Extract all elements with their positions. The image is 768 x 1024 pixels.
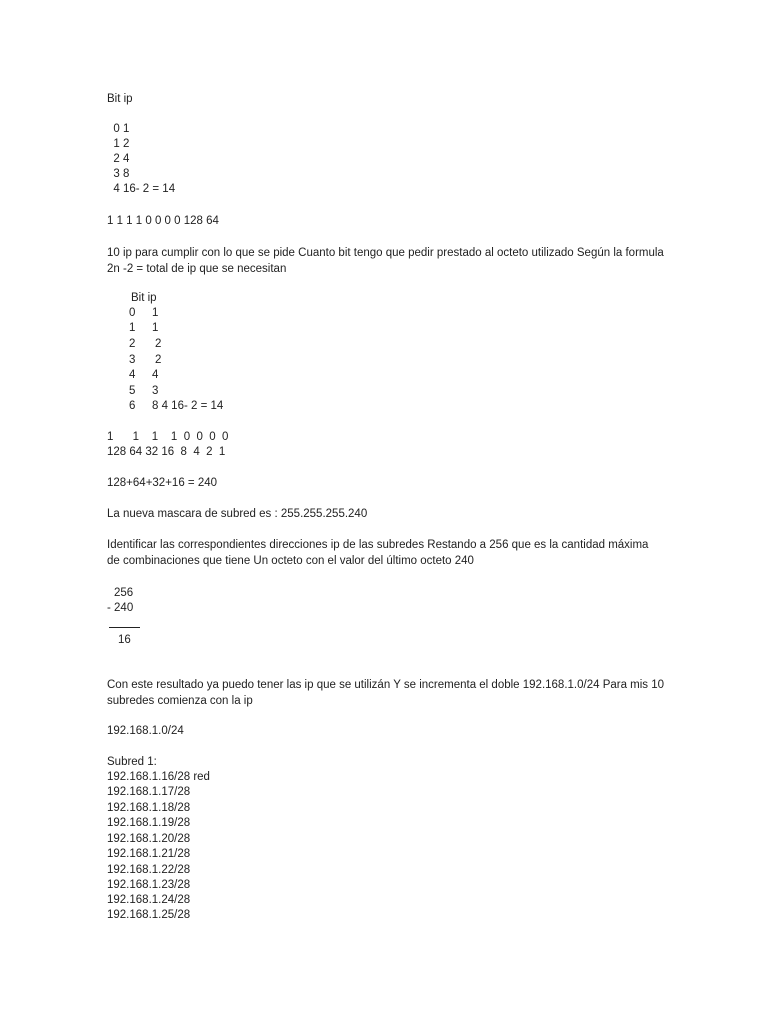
table2-ip-cell: 2	[155, 354, 162, 366]
table1-row: 4 16- 2 = 14	[107, 183, 176, 195]
table2-ip-cell: 2	[155, 338, 162, 350]
heading-bit-ip: Bit ip	[107, 93, 133, 105]
table2-ip-cell: 3	[152, 385, 159, 397]
table2-header: Bit ip	[131, 292, 157, 304]
subnet-ip: 192.168.1.24/28	[107, 894, 191, 906]
table2-bit-cell: 6	[129, 400, 136, 412]
weights-row: 128 64 32 16 8 4 2 1	[107, 446, 226, 458]
subnet-title: Subred 1:	[107, 756, 157, 768]
subnet-ip: 192.168.1.17/28	[107, 786, 191, 798]
table1-row: 3 8	[107, 168, 130, 180]
table2-bit-cell: 0	[129, 307, 136, 319]
table2-bit-cell: 4	[129, 369, 136, 381]
bits-row: 1 1 1 1 0 0 0 0	[107, 431, 229, 443]
table2-ip-cell: 1	[152, 322, 159, 334]
subnet-ip: 192.168.1.25/28	[107, 909, 191, 921]
table2-bit-cell: 2	[129, 338, 136, 350]
table2-ip-cell: 1	[152, 307, 159, 319]
table1-row: 0 1	[107, 123, 130, 135]
subtraction-result: 16	[118, 634, 131, 646]
subtraction-minuend: 256	[114, 587, 134, 599]
subtraction-subtrahend: - 240	[107, 602, 134, 614]
table1-row: 2 4	[107, 153, 130, 165]
subnet-ip: 192.168.1.20/28	[107, 833, 191, 845]
subnet-ip: 192.168.1.23/28	[107, 879, 191, 891]
subnet-ip: 192.168.1.16/28 red	[107, 771, 210, 783]
table2-bit-cell: 1	[129, 322, 136, 334]
subnet-ip: 192.168.1.18/28	[107, 802, 191, 814]
subnet-ip: 192.168.1.21/28	[107, 848, 191, 860]
subnet-ip: 192.168.1.22/28	[107, 864, 191, 876]
table2-bit-cell: 5	[129, 385, 136, 397]
paragraph-formula: 10 ip para cumplir con lo que se pide Cuanto bit tengo que pedir prestado al octeto utilizado Según la formula 2n -2 = total de ip que se necesitan	[107, 247, 664, 275]
table2-ip-cell: 4	[152, 369, 159, 381]
subtraction-rule	[109, 627, 140, 628]
sum-line: 128+64+32+16 = 240	[107, 477, 218, 489]
base-ip: 192.168.1.0/24	[107, 725, 184, 737]
table2-ip-cell: 8 4 16- 2 = 14	[152, 400, 224, 412]
mask-line: La nueva mascara de subred es : 255.255.255.240	[107, 508, 368, 520]
bits-row: 1 1 1 1 0 0 0 0 128 64	[107, 215, 219, 227]
table1-row: 1 2	[107, 138, 130, 150]
subnet-ip: 192.168.1.19/28	[107, 817, 191, 829]
table2-bit-cell: 3	[129, 354, 136, 366]
paragraph-identificar: Identificar las correspondientes direcciones ip de las subredes Restando a 256 que es la cantidad máxima de combinaciones que tiene Un octeto con el valor del último octeto 240	[107, 539, 649, 567]
paragraph-resultado: Con este resultado ya puedo tener las ip que se utilizán Y se incrementa el doble 192.168.1.0/24 Para mis 10 subredes comienza con la ip	[107, 679, 665, 707]
